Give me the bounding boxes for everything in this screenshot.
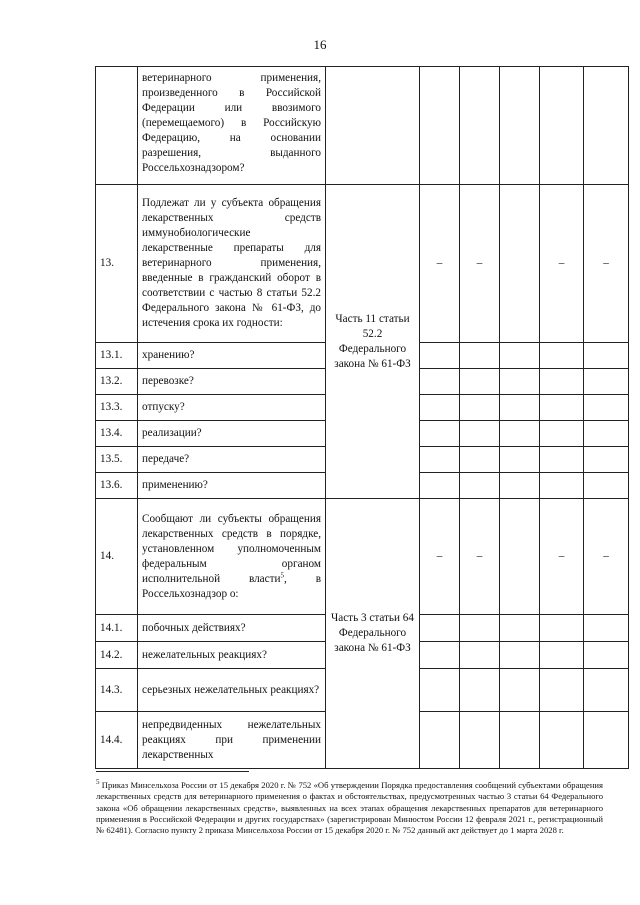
mark-cell: [420, 67, 460, 185]
question-cell: перевозке?: [138, 369, 326, 395]
mark-cell: [500, 395, 540, 421]
footnote-text: Приказ Минсельхоза России от 15 декабря 2020 г. № 752 «Об утверждении Порядка предоставления сообщений субъектами обращения лекарственных средств для ветеринарного применения о фактах и обстоятельствах, предусмотренных частью 3 статьи 64 Федерального закона «Об обращении лекарственных средств», выявленных на всех этапах обращения лекарственных препаратов для ветеринарного применения в Российской Федерации и других государствах» (зарегистрирован Минюстом России 12 февраля 2021 г., регистрационный № 62481). Согласно пункту 2 приказа Минсельхоза России от 15 декабря 2020 г. № 752 данный акт действует до 1 марта 2028 г.: [96, 780, 603, 836]
footnote: [96, 780, 603, 836]
row-number-cell: 13.1.: [96, 343, 138, 369]
mark-cell: [500, 669, 540, 712]
mark-cell: –: [460, 185, 500, 343]
footnote-separator: [96, 771, 249, 772]
row-number-cell: 13.5.: [96, 447, 138, 473]
row-number-cell: 13.6.: [96, 473, 138, 499]
question-text-tail: , в Россельхознадзор о:: [142, 572, 321, 600]
mark-cell: –: [540, 185, 584, 343]
row-number-cell: 14.2.: [96, 642, 138, 669]
checklist-table: [95, 66, 629, 769]
mark-cell: [460, 421, 500, 447]
row-number-cell: 14.1.: [96, 615, 138, 642]
mark-cell: [460, 67, 500, 185]
table-row: [96, 499, 629, 615]
mark-cell: [500, 473, 540, 499]
question-cell: побочных действиях?: [138, 615, 326, 642]
mark-cell: [460, 395, 500, 421]
law-cell: [326, 67, 420, 185]
mark-cell: [584, 642, 629, 669]
mark-cell: [500, 67, 540, 185]
mark-cell: [500, 421, 540, 447]
mark-cell: –: [584, 499, 629, 615]
mark-cell: [420, 343, 460, 369]
question-cell: Подлежат ли у субъекта обращения лекарственных средств иммунобиологические лекарственные препараты для ветеринарного применения, введенные в гражданский оборот в соответствии с частью 8 статьи 52.2 Федерального закона № 61-ФЗ, до истечения срока их годности:: [138, 185, 326, 343]
mark-cell: [500, 499, 540, 615]
footnote-marker: 5: [96, 778, 100, 787]
mark-cell: [584, 395, 629, 421]
mark-cell: [584, 669, 629, 712]
mark-cell: [420, 421, 460, 447]
mark-cell: [420, 395, 460, 421]
law-reference-cell: Часть 3 статьи 64 Федерального закона № 61-ФЗ: [326, 499, 420, 769]
mark-cell: [584, 369, 629, 395]
mark-cell: [500, 712, 540, 769]
mark-cell: [420, 473, 460, 499]
mark-cell: [420, 669, 460, 712]
question-cell: непредвиденных нежелательных реакциях при применении лекарственных: [138, 712, 326, 769]
row-number-cell: 13.2.: [96, 369, 138, 395]
mark-cell: [540, 369, 584, 395]
mark-cell: [460, 343, 500, 369]
question-cell: [138, 499, 326, 615]
row-number-cell: 14.: [96, 499, 138, 615]
mark-cell: [500, 642, 540, 669]
mark-cell: –: [584, 185, 629, 343]
mark-cell: [540, 642, 584, 669]
mark-cell: [420, 615, 460, 642]
mark-cell: [540, 669, 584, 712]
mark-cell: [500, 343, 540, 369]
mark-cell: [420, 447, 460, 473]
mark-cell: [540, 421, 584, 447]
mark-cell: [460, 447, 500, 473]
question-cell: реализации?: [138, 421, 326, 447]
mark-cell: [540, 473, 584, 499]
mark-cell: [540, 712, 584, 769]
question-cell: хранению?: [138, 343, 326, 369]
question-cell: ветеринарного применения, произведенного в Российской Федерации или ввозимого (перемещаемого) в Российскую Федерацию, на основании разрешения, выданного Россельхознадзором?: [138, 67, 326, 185]
mark-cell: [584, 615, 629, 642]
mark-cell: [540, 395, 584, 421]
row-number-cell: 13.3.: [96, 395, 138, 421]
mark-cell: [584, 447, 629, 473]
mark-cell: [540, 615, 584, 642]
mark-cell: –: [540, 499, 584, 615]
mark-cell: [584, 67, 629, 185]
row-number-cell: 14.4.: [96, 712, 138, 769]
row-number-cell: 13.4.: [96, 421, 138, 447]
question-cell: передаче?: [138, 447, 326, 473]
mark-cell: –: [420, 499, 460, 615]
mark-cell: [500, 447, 540, 473]
mark-cell: [540, 67, 584, 185]
mark-cell: [460, 712, 500, 769]
mark-cell: [500, 369, 540, 395]
law-reference-cell: Часть 11 статьи 52.2 Федерального закона № 61-ФЗ: [326, 185, 420, 499]
mark-cell: [460, 473, 500, 499]
page-number: 16: [313, 37, 327, 52]
table-row: [96, 67, 629, 185]
mark-cell: [500, 185, 540, 343]
question-cell: применению?: [138, 473, 326, 499]
mark-cell: –: [460, 499, 500, 615]
mark-cell: [584, 473, 629, 499]
row-number-cell: [96, 67, 138, 185]
mark-cell: [420, 712, 460, 769]
row-number-cell: 14.3.: [96, 669, 138, 712]
question-text: Сообщают ли субъекты обращения лекарственных средств в порядке, установленном уполномоченным федеральным органом исполнительной власти: [142, 512, 321, 585]
mark-cell: [540, 343, 584, 369]
question-cell: серьезных нежелательных реакциях?: [138, 669, 326, 712]
question-cell: отпуску?: [138, 395, 326, 421]
mark-cell: [540, 447, 584, 473]
mark-cell: [460, 615, 500, 642]
row-number-cell: 13.: [96, 185, 138, 343]
question-cell: нежелательных реакциях?: [138, 642, 326, 669]
mark-cell: [420, 642, 460, 669]
mark-cell: [460, 669, 500, 712]
mark-cell: [420, 369, 460, 395]
mark-cell: [460, 642, 500, 669]
table-row: [96, 185, 629, 343]
mark-cell: [460, 369, 500, 395]
mark-cell: [584, 421, 629, 447]
mark-cell: –: [420, 185, 460, 343]
mark-cell: [584, 712, 629, 769]
mark-cell: [584, 343, 629, 369]
footnote-ref: 5: [280, 570, 284, 579]
mark-cell: [500, 615, 540, 642]
